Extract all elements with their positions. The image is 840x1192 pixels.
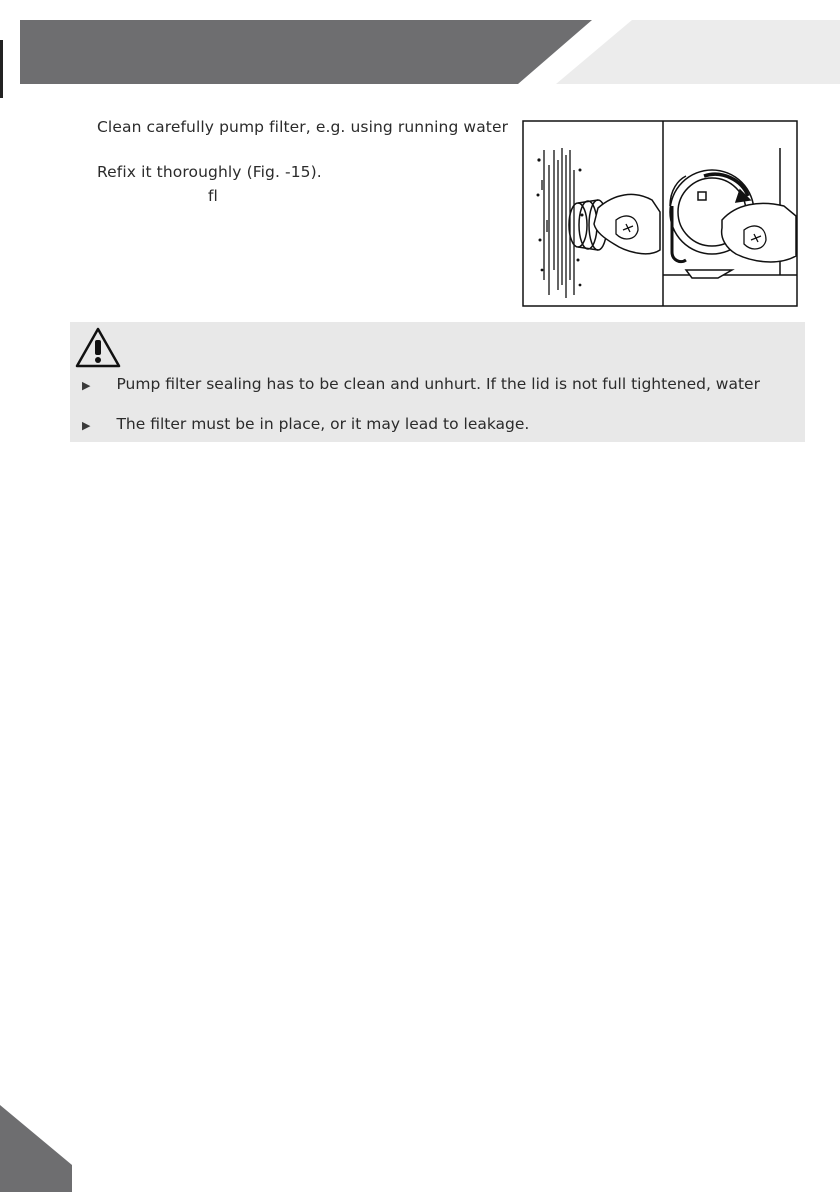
step-fragment: fl (208, 187, 218, 205)
header-tab (556, 20, 840, 84)
warning-item: ▶ The filter must be in place, or it may lead to leakage. (82, 415, 530, 433)
step-refix-filter: Refix it thoroughly (Fig. -15). (97, 163, 322, 181)
warning-item: ▶ Pump filter sealing has to be clean and unhurt. If the lid is not full tightened, water (82, 375, 760, 393)
bullet-arrow-icon: ▶ (82, 419, 91, 432)
warning-icon (74, 326, 122, 370)
header-left-edge (0, 40, 3, 98)
page-corner-tab (0, 1105, 80, 1192)
filter-illustration (522, 120, 798, 307)
header-bar (20, 20, 592, 84)
header-band (0, 0, 840, 100)
step-clean-filter: Clean carefully pump filter, e.g. using running water (97, 118, 509, 136)
bullet-arrow-icon: ▶ (82, 379, 91, 392)
